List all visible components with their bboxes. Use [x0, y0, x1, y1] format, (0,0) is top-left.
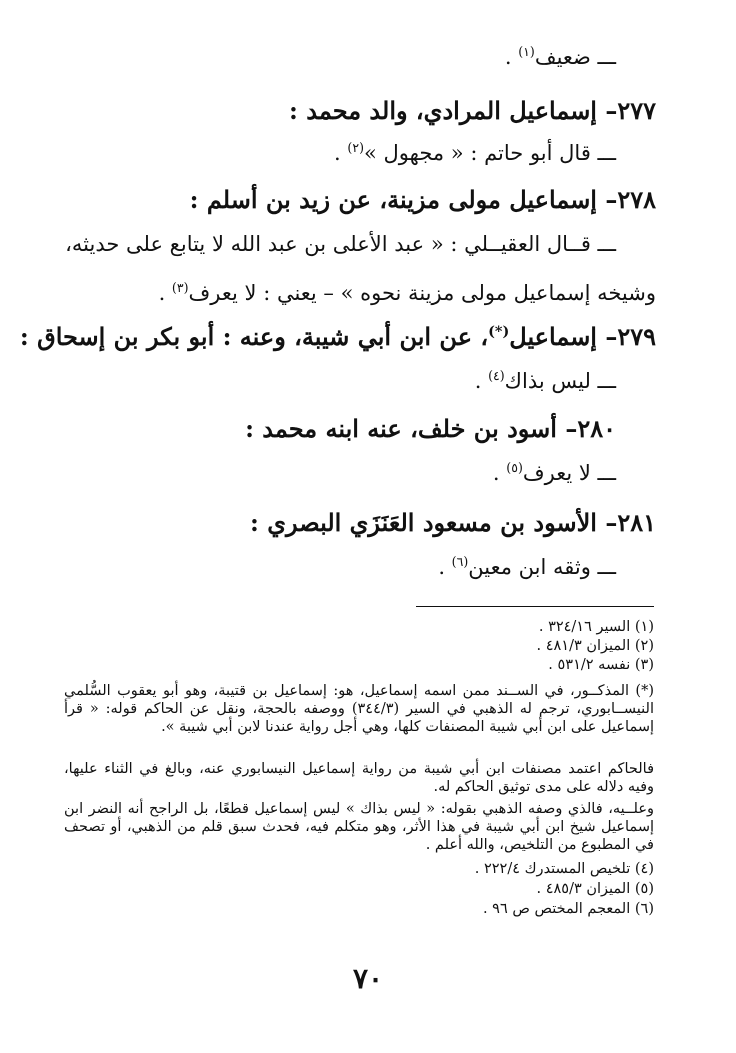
entry-278-text-line2 [70, 280, 656, 305]
footnote-2: (٢) الميزان ٤٨١/٣ . [536, 638, 654, 654]
footnote-star: (*) المذكــور، في الســند ممن اسمه إسماعيل، هو: إسماعيل بن قتيبة، وهو أبو يعقوب السُّلمي النيســابوري، ترجم له الذهبي في السير (٣٤٤/٣) ووصفه بالحجة، ونقل عن الحاكم قوله: « قرأ إسماعيل على ابن أبي شيبة المصنفات كلها، وهي أجل رواية عندنا لابن أبي شيبة ». [64, 683, 654, 736]
entry-277-heading: ٢٧٧– إسماعيل المرادي، والد محمد : [289, 96, 656, 125]
text: ـــ قال أبو حاتم : « مجهول » [364, 141, 616, 165]
footnote-5: (٥) الميزان ٤٨٥/٣ . [536, 881, 654, 897]
footnote-separator [416, 606, 654, 607]
entry-280-heading: ٢٨٠– أسود بن خلف، عنه ابنه محمد : [245, 414, 616, 443]
footnote-3: (٣) نفسه ٥٣١/٢ . [548, 657, 654, 673]
text-end: . [438, 555, 452, 579]
text-end: . [504, 45, 519, 69]
entry-277-text [70, 140, 616, 165]
footnote-star-conclusion: وعلــيه، فالذي وصفه الذهبي بقوله: « ليس بذاك » ليس إسماعيل قطعًا، بل الراجح أنه النضر ابن إسماعيل شيخ ابن أبي شيبة في هذا الأثر، وهو متكلم فيه، فحدث سبق قلم من الذهبي، أو تصحف في المطبوع من التلخيص، والله أعلم . [64, 801, 654, 854]
footnote-ref: (١) [518, 44, 535, 59]
entry-276-text [70, 44, 616, 69]
footnote-ref: (٤) [488, 368, 505, 383]
entry-281-heading: ٢٨١– الأسود بن مسعود العَنَزَي البصري : [250, 508, 656, 537]
text-end: . [158, 281, 172, 305]
text: ـــ ليس بذاك [504, 369, 616, 393]
text: ، عن ابن أبي شيبة، وعنه : أبو بكر بن إسحاق : [19, 322, 489, 351]
text: وشيخه إسماعيل مولى مزينة نحوه » – يعني : لا يعرف [188, 281, 656, 305]
text-end: . [334, 141, 348, 165]
footnote-ref: (٢) [347, 140, 365, 155]
footnote-star-continued: فالحاكم اعتمد مصنفات ابن أبي شيبة من رواية إسماعيل النيسابوري عنه، وبالغ في الثناء عليها، وفيه دلاله على مدى توثيق الحاكم له. [64, 761, 654, 796]
page-number: ٧٠ [352, 962, 384, 995]
text: ٢٧٩– إسماعيل [509, 322, 656, 351]
entry-278-heading: ٢٧٨– إسماعيل مولى مزينة، عن زيد بن أسلم : [189, 185, 656, 214]
text: ـــ ضعيف [534, 45, 616, 69]
entry-281-text [70, 554, 616, 579]
footnote-4: (٤) تلخيص المستدرك ٢٢٢/٤ . [474, 861, 654, 877]
footnote-6: (٦) المعجم المختص ص ٩٦ . [482, 901, 654, 917]
footnote-1: (١) السير ٣٢٤/١٦ . [538, 619, 654, 635]
footnote-ref: (٦) [451, 554, 469, 569]
entry-278-text-line1: ـــ قــال العقيــلي : « عبد الأعلى بن عبد الله لا يتابع على حديثه، [65, 232, 616, 256]
entry-280-text [70, 460, 616, 485]
text: ـــ لا يعرف [522, 461, 616, 485]
text-end: . [492, 461, 507, 485]
entry-279-text [70, 368, 616, 393]
footnote-ref: (٣) [171, 280, 189, 295]
text-end: . [474, 369, 489, 393]
text: ـــ وثقه ابن معين [468, 555, 616, 579]
footnote-ref: (٥) [506, 460, 523, 475]
footnote-ref: (*) [488, 323, 510, 340]
entry-279-heading [19, 322, 656, 351]
